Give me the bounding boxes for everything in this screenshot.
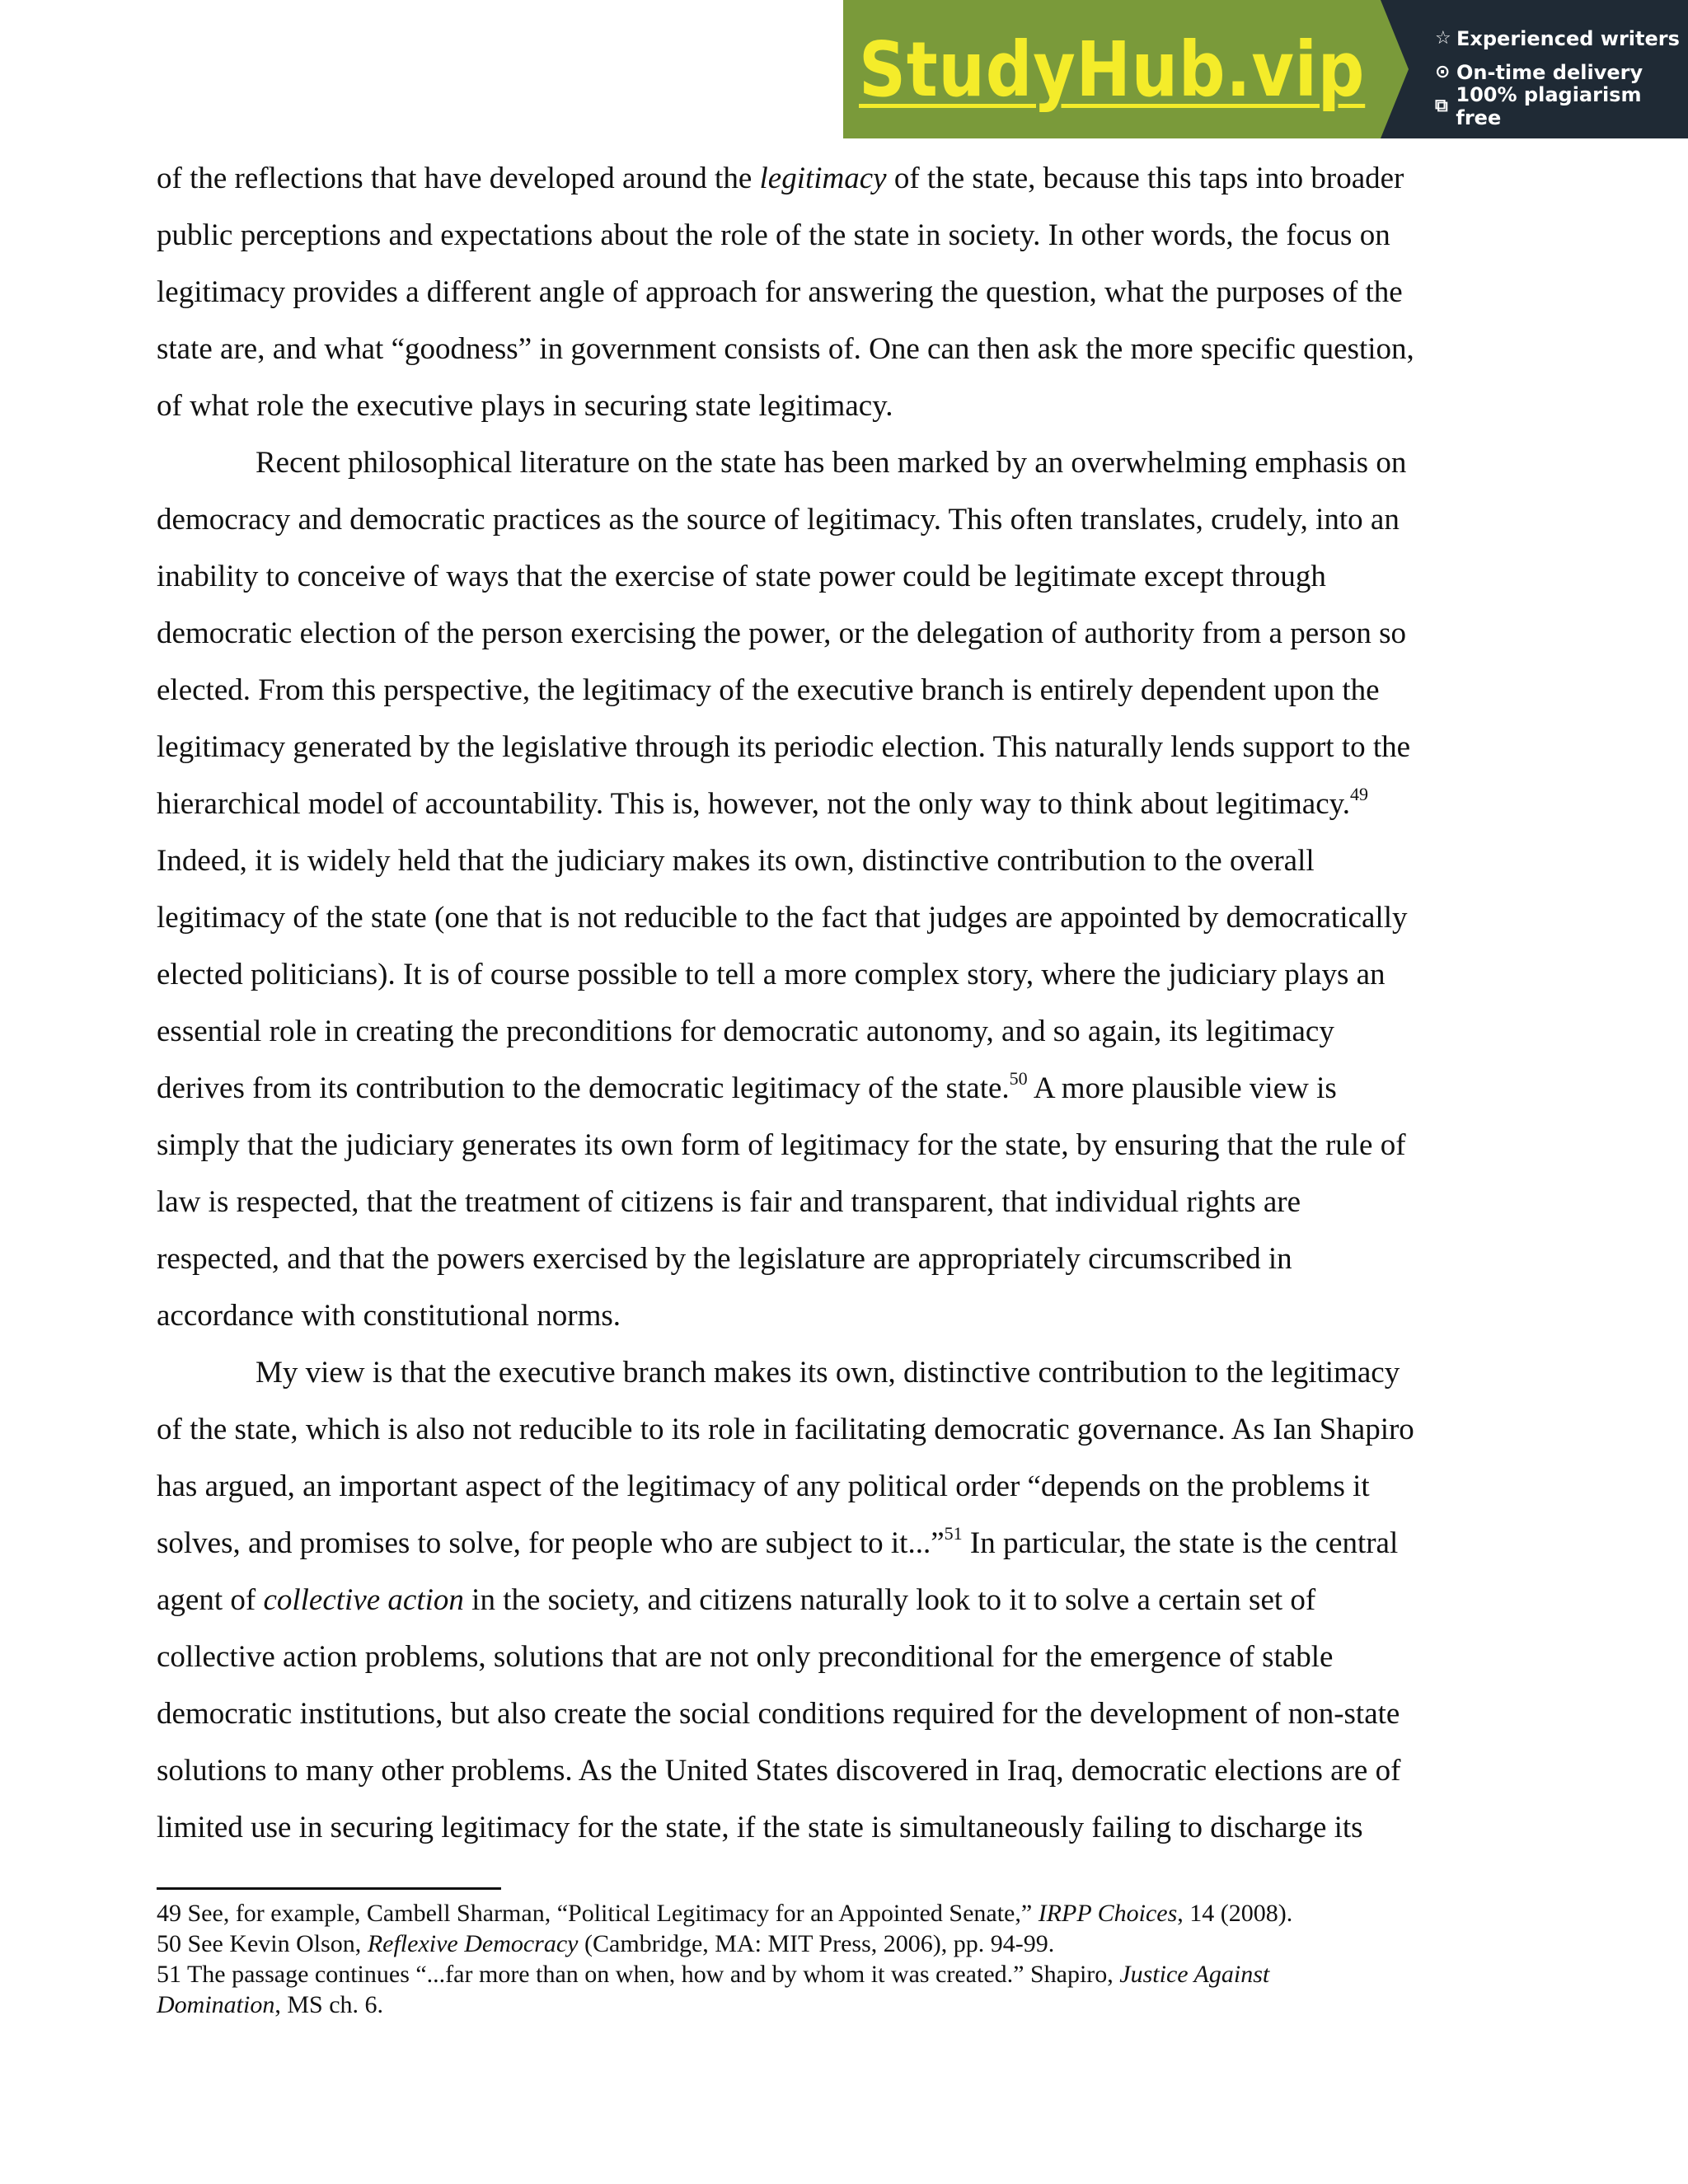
text-run: , MS ch. 6. bbox=[274, 1991, 384, 2018]
footnote-marker: 51 bbox=[944, 1523, 963, 1544]
paragraph bbox=[157, 1344, 1541, 1856]
italic-text: legitimacy bbox=[759, 162, 887, 195]
text-line bbox=[157, 1990, 1558, 2020]
text-line bbox=[157, 1515, 1541, 1572]
text-run: A more plausible view is bbox=[1027, 1071, 1337, 1105]
text-run: essential role in creating the preconditions for democratic autonomy, and so again, its legitimacy bbox=[157, 1015, 1334, 1048]
text-run: limited use in securing legitimacy for the state, if the state is simultaneously failing to discharge its bbox=[157, 1811, 1363, 1844]
text-run: public perceptions and expectations about the role of the state in society. In other words, the focus on bbox=[157, 218, 1390, 252]
text-run: 49 See, for example, Cambell Sharman, “Political Legitimacy for an Appointed Senate,” bbox=[157, 1900, 1039, 1927]
text-run: hierarchical model of accountability. This is, however, not the only way to think about legitimacy. bbox=[157, 787, 1350, 821]
text-run: My view is that the executive branch makes its own, distinctive contribution to the legitimacy bbox=[256, 1356, 1400, 1390]
text-run: Recent philosophical literature on the state has been marked by an overwhelming emphasis on bbox=[256, 446, 1407, 480]
text-line bbox=[157, 946, 1541, 1003]
italic-text: IRPP Choices bbox=[1038, 1900, 1178, 1927]
text-line bbox=[157, 776, 1541, 832]
text-run: elected. From this perspective, the legitimacy of the executive branch is entirely dependent upon the bbox=[157, 673, 1380, 707]
text-run: in the society, and citizens naturally look to it to solve a certain set of bbox=[463, 1583, 1316, 1617]
document-body bbox=[157, 150, 1541, 1856]
text-line bbox=[157, 1344, 1541, 1401]
text-run: 50 See Kevin Olson, bbox=[157, 1930, 368, 1957]
text-run: inability to conceive of ways that the exercise of state power could be legitimate except through bbox=[157, 560, 1326, 593]
text-run: democracy and democratic practices as the source of legitimacy. This often translates, crudely, into an bbox=[157, 503, 1400, 537]
studyhub-logo[interactable] bbox=[843, 0, 1381, 138]
footnote-marker: 49 bbox=[1350, 784, 1368, 804]
feature-plagiarism-free bbox=[1435, 82, 1688, 129]
text-line bbox=[157, 264, 1541, 321]
text-line bbox=[157, 889, 1541, 946]
feature-experienced-writers bbox=[1435, 21, 1688, 55]
text-run: of what role the executive plays in securing state legitimacy. bbox=[157, 389, 893, 423]
copy-icon: ⧉ bbox=[1435, 96, 1448, 116]
footnote bbox=[157, 1959, 1558, 2020]
italic-text: Domination bbox=[157, 1991, 275, 2018]
text-line bbox=[157, 548, 1541, 605]
text-run: of the state, because this taps into broader bbox=[886, 162, 1404, 195]
text-line bbox=[157, 1174, 1541, 1230]
text-run: , 14 (2008). bbox=[1177, 1900, 1293, 1927]
text-line bbox=[157, 1742, 1541, 1799]
text-line bbox=[157, 1117, 1541, 1174]
text-run: law is respected, that the treatment of citizens is fair and transparent, that individual rights are bbox=[157, 1185, 1301, 1219]
text-run: state are, and what “goodness” in government consists of. One can then ask the more specific question, bbox=[157, 332, 1414, 366]
clock-icon: ⊙ bbox=[1435, 62, 1451, 82]
footnotes bbox=[157, 1898, 1558, 2020]
banner-features bbox=[1381, 0, 1688, 138]
text-line bbox=[157, 1003, 1541, 1060]
text-line bbox=[157, 434, 1541, 491]
logo-text: StudyHub.vip bbox=[858, 25, 1366, 114]
text-line bbox=[157, 1401, 1541, 1458]
text-line bbox=[157, 1959, 1558, 1990]
text-line bbox=[157, 719, 1541, 776]
italic-text: Reflexive Democracy bbox=[367, 1930, 579, 1957]
text-run: of the state, which is also not reducible to its role in facilitating democratic governance. As Ian Shapiro bbox=[157, 1413, 1414, 1446]
banner-arrow-decoration bbox=[1381, 0, 1409, 138]
text-run: (Cambridge, MA: MIT Press, 2006), pp. 94-99. bbox=[578, 1930, 1055, 1957]
text-line bbox=[157, 662, 1541, 719]
feature-label: 100% plagiarism free bbox=[1456, 82, 1642, 129]
italic-text: collective action bbox=[263, 1583, 464, 1617]
text-line bbox=[157, 1287, 1541, 1344]
text-line bbox=[157, 1929, 1558, 1959]
text-line bbox=[157, 377, 1541, 434]
text-run: legitimacy of the state (one that is not reducible to the fact that judges are appointed by democratically bbox=[157, 901, 1408, 935]
paragraph bbox=[157, 434, 1541, 1344]
feature-label: On-time delivery bbox=[1456, 60, 1643, 84]
footnote bbox=[157, 1929, 1558, 1959]
text-run: of the reflections that have developed around the bbox=[157, 162, 760, 195]
text-line bbox=[157, 605, 1541, 662]
text-line bbox=[157, 1060, 1541, 1117]
text-run: accordance with constitutional norms. bbox=[157, 1299, 621, 1333]
text-run: legitimacy generated by the legislative through its periodic election. This naturally lends support to the bbox=[157, 730, 1411, 764]
text-run: respected, and that the powers exercised by the legislature are appropriately circumscribed in bbox=[157, 1242, 1292, 1276]
text-run: collective action problems, solutions that are not only preconditional for the emergence of stable bbox=[157, 1640, 1334, 1674]
feature-label: Experienced writers bbox=[1456, 26, 1680, 50]
text-run: solves, and promises to solve, for people who are subject to it...” bbox=[157, 1526, 945, 1560]
text-run: In particular, the state is the central bbox=[962, 1526, 1399, 1560]
footnote bbox=[157, 1898, 1558, 1929]
footnote-separator bbox=[157, 1887, 501, 1890]
text-line bbox=[157, 1898, 1558, 1929]
text-line bbox=[157, 1230, 1541, 1287]
text-line bbox=[157, 207, 1541, 264]
paragraph bbox=[157, 150, 1541, 434]
text-line bbox=[157, 1685, 1541, 1742]
text-line bbox=[157, 1572, 1541, 1629]
text-run: democratic election of the person exercising the power, or the delegation of authority from a person so bbox=[157, 616, 1407, 650]
studyhub-banner[interactable] bbox=[843, 0, 1688, 138]
text-line bbox=[157, 1629, 1541, 1685]
text-line bbox=[157, 832, 1541, 889]
text-run: elected politicians). It is of course possible to tell a more complex story, where the judiciary plays an bbox=[157, 958, 1386, 991]
text-line bbox=[157, 1799, 1541, 1856]
star-outline-icon: ☆ bbox=[1435, 28, 1451, 49]
text-run: derives from its contribution to the democratic legitimacy of the state. bbox=[157, 1071, 1010, 1105]
text-run: simply that the judiciary generates its own form of legitimacy for the state, by ensuring that the rule of bbox=[157, 1128, 1406, 1162]
text-run: solutions to many other problems. As the United States discovered in Iraq, democratic elections are of bbox=[157, 1754, 1401, 1788]
text-line bbox=[157, 1458, 1541, 1515]
text-run: democratic institutions, but also create the social conditions required for the development of non-state bbox=[157, 1697, 1400, 1731]
text-run: 51 The passage continues “...far more than on when, how and by whom it was created.” Shapiro, bbox=[157, 1961, 1120, 1988]
text-line bbox=[157, 321, 1541, 377]
text-run: agent of bbox=[157, 1583, 264, 1617]
footnote-marker: 50 bbox=[1009, 1068, 1028, 1089]
text-line bbox=[157, 150, 1541, 207]
italic-text: Justice Against bbox=[1119, 1961, 1270, 1988]
text-run: Indeed, it is widely held that the judiciary makes its own, distinctive contribution to the overall bbox=[157, 844, 1315, 878]
text-line bbox=[157, 491, 1541, 548]
text-run: legitimacy provides a different angle of approach for answering the question, what the purposes of the bbox=[157, 275, 1403, 309]
text-run: has argued, an important aspect of the legitimacy of any political order “depends on the problems it bbox=[157, 1469, 1370, 1503]
